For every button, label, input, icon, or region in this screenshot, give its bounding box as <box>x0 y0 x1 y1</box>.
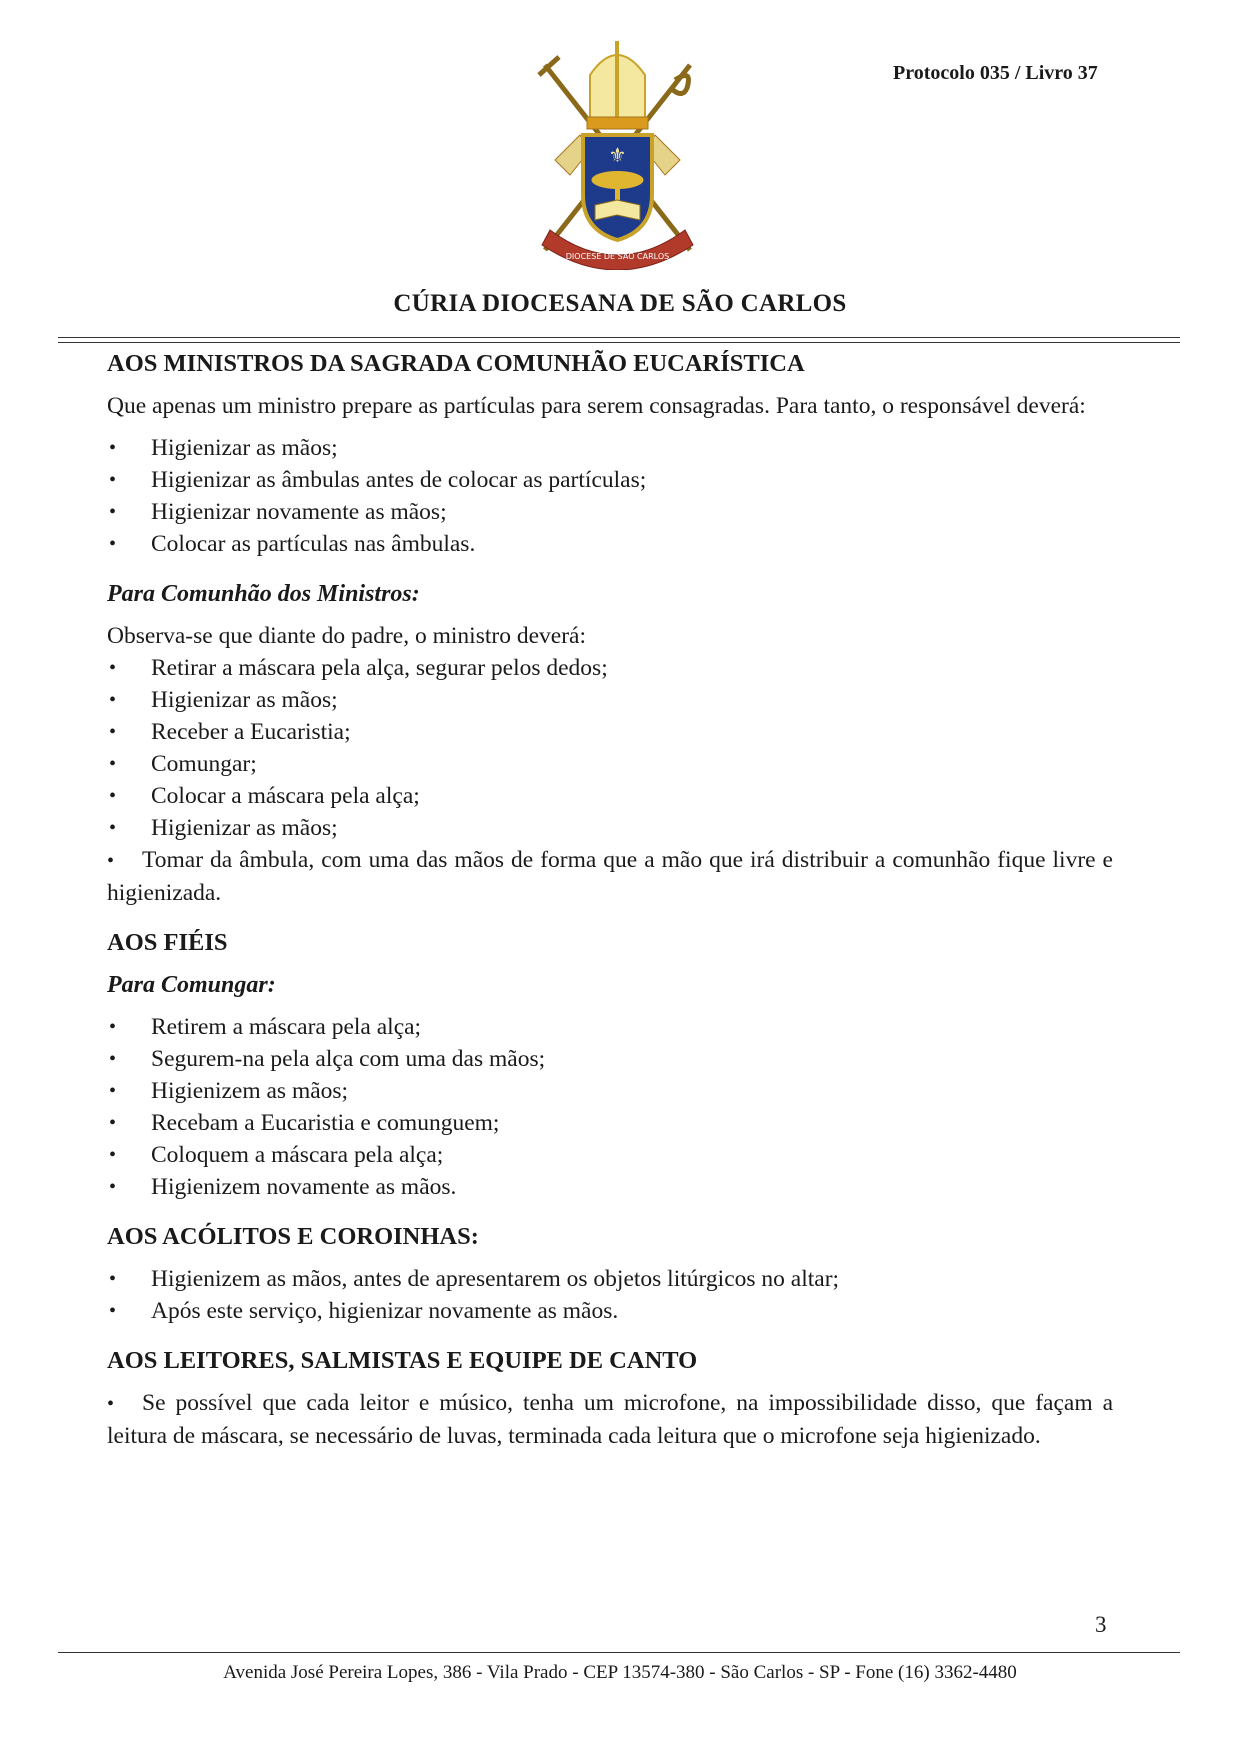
section-heading-ministers: AOS MINISTROS DA SAGRADA COMUNHÃO EUCARÍSTICA <box>107 350 805 377</box>
list-item: • Colocar a máscara pela alça; <box>109 783 420 809</box>
readers-list <box>107 1387 1113 1452</box>
communion-list <box>107 652 1113 909</box>
list-item: • Tomar da âmbula, com uma das mãos de forma que a mão que irá distribuir a comunhão fique livre e higienizada. <box>107 847 1113 906</box>
list-item: • Segurem-na pela alça com uma das mãos; <box>109 1046 546 1072</box>
list-item: • Colocar as partículas nas âmbulas. <box>109 531 476 557</box>
list-item: • Higienizar as âmbulas antes de colocar as partículas; <box>109 467 647 493</box>
list-item: • Higienizar as mãos; <box>109 815 338 841</box>
svg-text:DIOCESE DE SÃO CARLOS: DIOCESE DE SÃO CARLOS <box>565 252 670 261</box>
list-item: • Higienizem novamente as mãos. <box>109 1174 457 1200</box>
svg-text:⚜: ⚜ <box>608 143 627 167</box>
list-item: • Coloquem a máscara pela alça; <box>109 1142 444 1168</box>
diocese-coat-of-arms <box>525 35 710 270</box>
footer-divider <box>58 1652 1180 1653</box>
list-item: • Receber a Eucaristia; <box>109 719 351 745</box>
ministers-list <box>107 432 1113 560</box>
list-item: • Comungar; <box>109 751 257 777</box>
list-item: • Higienizar as mãos; <box>109 435 338 461</box>
document-body <box>107 348 1113 1452</box>
list-item: • Após este serviço, higienizar novamente as mãos. <box>109 1298 619 1324</box>
list-item: • Higienizem as mãos; <box>109 1078 349 1104</box>
list-item: • Higienizem as mãos, antes de apresentarem os objetos litúrgicos no altar; <box>109 1266 840 1292</box>
list-item: • Higienizar as mãos; <box>109 687 338 713</box>
subheading-to-commune: Para Comungar: <box>107 972 276 998</box>
list-item: • Retirar a máscara pela alça, segurar pelos dedos; <box>109 655 608 681</box>
subheading-communion-ministers: Para Comunhão dos Ministros: <box>107 581 420 607</box>
section-heading-faithful: AOS FIÉIS <box>107 929 228 956</box>
curia-title: CÚRIA DIOCESANA DE SÃO CARLOS <box>393 290 847 317</box>
footer-address: Avenida José Pereira Lopes, 386 - Vila Prado - CEP 13574-380 - São Carlos - SP - Fone (16) 3362-4480 <box>223 1662 1017 1683</box>
faithful-list <box>107 1011 1113 1203</box>
list-item: • Retirem a máscara pela alça; <box>109 1014 422 1040</box>
list-item: • Recebam a Eucaristia e comunguem; <box>109 1110 500 1136</box>
page-number: 3 <box>1095 1612 1107 1637</box>
list-item: • Higienizar novamente as mãos; <box>109 499 447 525</box>
section-heading-readers: AOS LEITORES, SALMISTAS E EQUIPE DE CANTO <box>107 1347 698 1374</box>
communion-intro: Observa-se que diante do padre, o ministro deverá: <box>107 623 586 649</box>
protocol-number: Protocolo 035 / Livro 37 <box>893 62 1098 84</box>
section-heading-acolytes: AOS ACÓLITOS E COROINHAS: <box>107 1223 479 1250</box>
ministers-intro: Que apenas um ministro prepare as partículas para serem consagradas. Para tanto, o responsável deverá: <box>107 393 1086 419</box>
list-item: • Se possível que cada leitor e músico, tenha um microfone, na impossibilidade disso, que façam a leitura de máscara, se necessário de luvas, terminada cada leitura que o microfone seja higienizado. <box>107 1390 1113 1449</box>
header-divider <box>58 337 1180 343</box>
acolytes-list <box>107 1263 1113 1327</box>
